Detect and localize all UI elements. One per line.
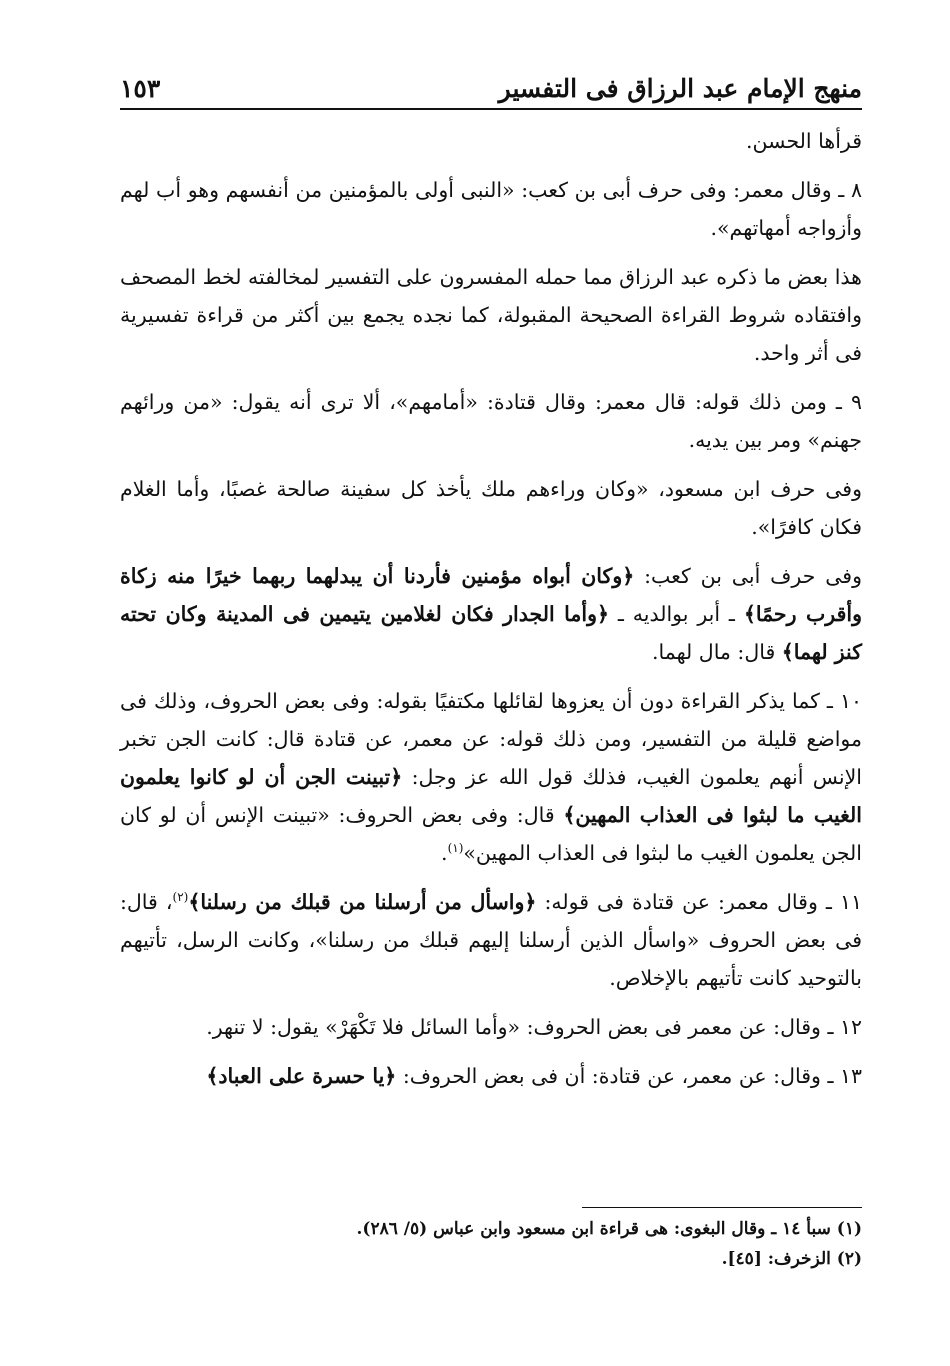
footnote: (١) سبأ ١٤ ـ وقال البغوى: هى قراءة ابن مسعود وابن عباس (٥/ ٢٨٦). [356, 1219, 862, 1239]
quran-verse: ﴿وكان أبواه مؤمنين فأردنا أن يبدلهما ربهما خيرًا منه زكاة وأقرب رحمًا﴾ [120, 564, 862, 626]
paragraph [120, 883, 862, 997]
text-segment: وفى حرف ابن مسعود، «وكان وراءهم ملك يأخذ كل سفينة صالحة غصبًا، وأما الغلام فكان كافرًا». [120, 477, 862, 539]
text-segment: قرأها الحسن. [746, 129, 862, 153]
page-header [120, 68, 862, 110]
quran-verse: ﴿تبينت الجن أن لو كانوا يعلمون الغيب ما لبثوا فى العذاب المهين﴾ [120, 765, 863, 827]
text-segment: ٨ ـ وقال معمر: وفى حرف أبى بن كعب: «النبى أولى بالمؤمنين من أنفسهم وهو أب لهم وأزواجه أمهاتهم». [120, 178, 862, 240]
page-number: ١٥٣ [120, 73, 161, 103]
paragraph [120, 557, 862, 671]
text-segment: وفى حرف أبى بن كعب: [634, 564, 862, 588]
body-text [120, 122, 862, 1106]
footnote-marker: (١) [447, 841, 464, 856]
text-segment: قال: وفى بعض الحروف: «تبينت الإنس أن لو كان الجن يعلمون الغيب ما لبثوا فى العذاب المهين» [120, 803, 862, 865]
footnote: (٢) الزخرف: [٤٥]. [721, 1249, 862, 1269]
paragraph [120, 682, 862, 872]
paragraph [120, 258, 862, 372]
footnotes [120, 1214, 862, 1274]
paragraph [120, 122, 862, 160]
text-segment: ٩ ـ ومن ذلك قوله: قال معمر: وقال قتادة: «أمامهم»، ألا ترى أنه يقول: «من ورائهم جهنم» ومر بين يديه. [120, 390, 862, 452]
text-segment: ١٢ ـ وقال: عن معمر فى بعض الحروف: «وأما السائل فلا تَكْهَرْ» يقول: لا تنهر. [206, 1015, 862, 1039]
running-title: منهج الإمام عبد الرزاق فى التفسير [498, 73, 862, 103]
footnote-marker: (٢) [172, 890, 189, 905]
paragraph [120, 383, 862, 459]
paragraph [120, 1008, 862, 1046]
text-segment: هذا بعض ما ذكره عبد الرزاق مما حمله المفسرون على التفسير لمخالفته لخط المصحف وافتقاده شروط القراءة الصحيحة المقبولة، كما نجده يجمع بين أكثر من قراءة تفسيرية فى أثر واحد. [120, 265, 862, 365]
text-segment: ١١ ـ وقال معمر: عن قتادة فى قوله: [536, 890, 862, 914]
paragraph [120, 1057, 862, 1095]
text-segment: قال: مال لهما. [651, 640, 782, 664]
paragraph [120, 470, 862, 546]
text-segment: ١٣ ـ وقال: عن معمر، عن قتادة: أن فى بعض الحروف: [396, 1064, 862, 1088]
footnote-divider [582, 1207, 862, 1208]
quran-verse: ﴿وأما الجدار فكان لغلامين يتيمين فى المدينة وكان تحته كنز لهما﴾ [120, 602, 862, 664]
quran-verse: ﴿واسأل من أرسلنا من قبلك من رسلنا﴾ [188, 890, 537, 914]
paragraph [120, 171, 862, 247]
text-segment: . [441, 841, 448, 865]
quran-verse: ﴿يا حسرة على العباد﴾ [206, 1064, 397, 1088]
text-segment: ـ أبر بوالديه ـ [609, 602, 744, 626]
text-segment: ١٠ ـ كما يذكر القراءة دون أن يعزوها لقائلها مكتفيًا بقوله: وفى بعض الحروف، وذلك فى مواضع قليلة من التفسير، ومن ذلك قوله: عن معمر، عن قتادة قال: كانت الجن تخبر الإنس أنهم يعلمون الغيب، فذلك قول الله عز وجل: [120, 689, 862, 789]
text-segment: ، قال: فى بعض الحروف «واسأل الذين أرسلنا إليهم قبلك من رسلنا»، وكانت الرسل، تأتيهم بالتوحيد كانت تأتيهم بالإخلاص. [120, 890, 862, 990]
